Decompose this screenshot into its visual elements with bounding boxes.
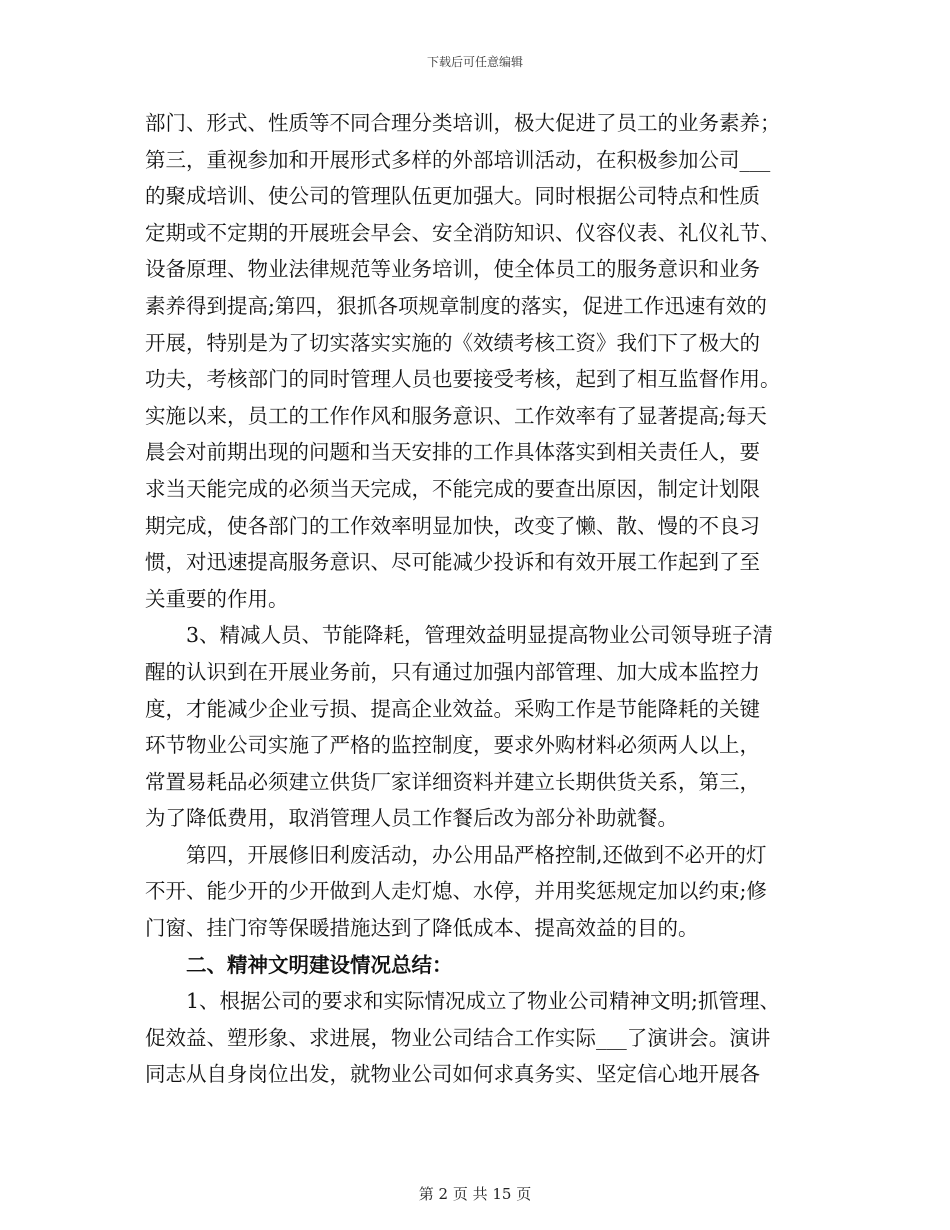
text-line: 同志从自身岗位出发，就物业公司如何求真务实、坚定信心地开展各 xyxy=(145,1062,760,1087)
text-line: 惯，对迅速提高服务意识、尽可能减少投诉和有效开展工作起到了至 xyxy=(145,550,760,575)
text-line: 不开、能少开的少开做到人走灯熄、水停，并用奖惩规定加以约束;修 xyxy=(145,879,767,904)
text-line: 实施以来，员工的工作作风和服务意识、工作效率有了显著提高;每天 xyxy=(145,403,767,428)
text-line: 醒的认识到在开展业务前，只有通过加强内部管理、加大成本监控力 xyxy=(145,659,760,684)
page-header-note: 下载后可任意编辑 xyxy=(426,55,523,69)
text-line: 第三，重视参加和开展形式多样的外部培训活动，在积极参加公司___ xyxy=(145,147,771,172)
text-line: 第四，开展修旧利废活动，办公用品严格控制,还做到不必开的灯 xyxy=(145,842,767,867)
text-line: 1、根据公司的要求和实际情况成立了物业公司精神文明;抓管理、 xyxy=(145,989,780,1014)
body-text xyxy=(145,105,810,1093)
text-line: 功夫，考核部门的同时管理人员也要接受考核，起到了相互监督作用。 xyxy=(145,367,781,392)
text-line: 3、精减人员、节能降耗，管理效益明显提高物业公司领导班子清 xyxy=(145,623,774,648)
section-heading: 二、精神文明建设情况总结： xyxy=(145,952,453,977)
text-line: 为了降低费用，取消管理人员工作餐后改为部分补助就餐。 xyxy=(145,806,678,831)
text-line: 门窗、挂门帘等保暖措施达到了降低成本、提高效益的目的。 xyxy=(145,916,699,941)
text-line: 晨会对前期出现的问题和当天安排的工作具体落实到相关责任人，要 xyxy=(145,440,760,465)
text-line: 关重要的作用。 xyxy=(145,586,289,611)
text-line: 促效益、塑形象、求进展，物业公司结合工作实际___了演讲会。演讲 xyxy=(145,1025,771,1050)
text-line: 常置易耗品必须建立供货厂家详细资料并建立长期供货关系，第三， xyxy=(145,769,760,794)
page-number: 第 2 页 共 15 页 xyxy=(418,1185,532,1203)
text-line: 求当天能完成的必须当天完成，不能完成的要查出原因，制定计划限 xyxy=(145,476,760,501)
text-line: 素养得到提高;第四，狠抓各项规章制度的落实，促进工作迅速有效的 xyxy=(145,293,767,318)
text-line: 期完成，使各部门的工作效率明显加快，改变了懒、散、慢的不良习 xyxy=(145,513,760,538)
text-line: 的聚成培训、使公司的管理队伍更加强大。同时根据公司特点和性质 xyxy=(145,184,760,209)
text-line: 设备原理、物业法律规范等业务培训，使全体员工的服务意识和业务 xyxy=(145,257,760,282)
text-line: 部门、形式、性质等不同合理分类培训，极大促进了员工的业务素养； xyxy=(145,111,781,135)
text-line: 定期或不定期的开展班会早会、安全消防知识、仪容仪表、礼仪礼节、 xyxy=(145,220,781,245)
text-line: 环节物业公司实施了严格的监控制度，要求外购材料必须两人以上， xyxy=(145,733,760,758)
text-line: 开展，特别是为了切实落实实施的《效绩考核工资》我们下了极大的 xyxy=(145,330,760,355)
text-line: 度，才能减少企业亏损、提高企业效益。采购工作是节能降耗的关键 xyxy=(145,696,760,721)
